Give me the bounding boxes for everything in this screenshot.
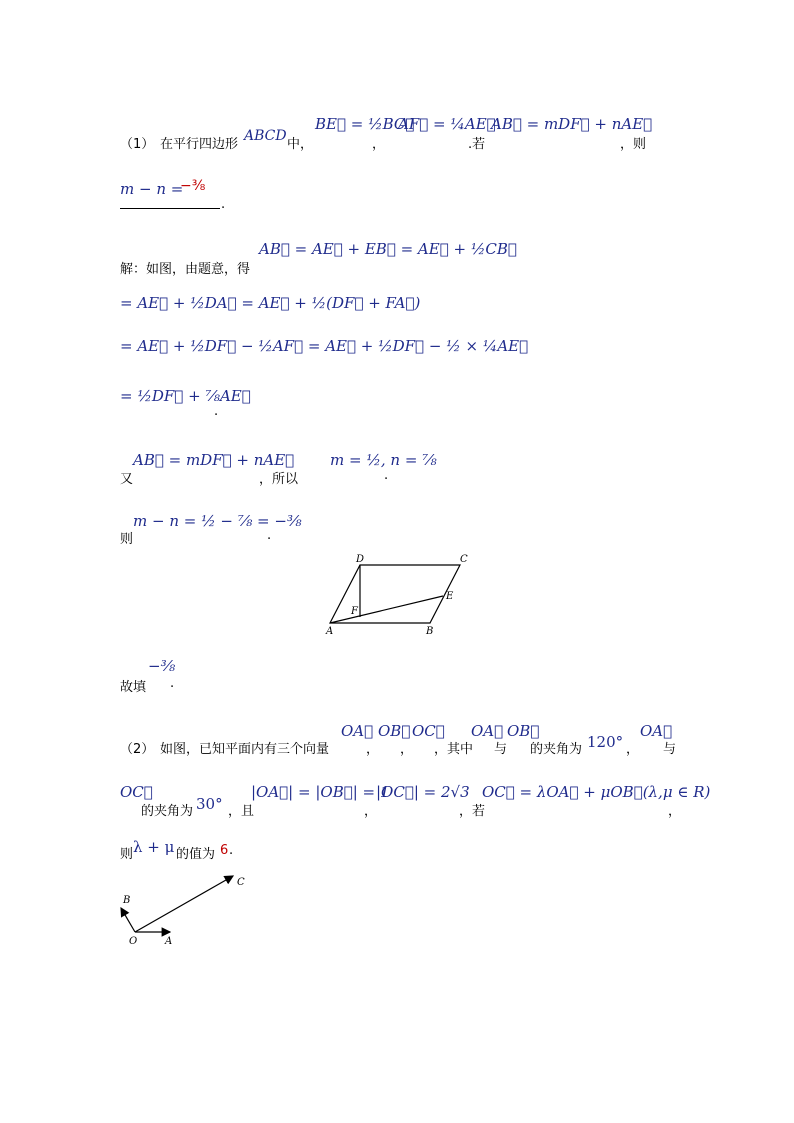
yu: 与	[494, 742, 508, 757]
vector-oc	[135, 876, 233, 932]
eq7-period: .	[267, 528, 272, 543]
suoyi: ，所以	[259, 472, 299, 487]
label-c: C	[460, 554, 468, 565]
fill-answer: −⅜	[148, 657, 176, 675]
fill-period: .	[170, 676, 175, 691]
label-e: E	[446, 591, 454, 602]
quad-name: ABCD	[244, 128, 287, 144]
vec-ob: OB⃗	[378, 722, 411, 740]
angle-120: 120°	[587, 733, 624, 751]
problem1-stem-b: 中，	[287, 137, 314, 152]
qie: ，且	[228, 804, 255, 819]
eq6-period: .	[384, 468, 389, 483]
ze3: 则	[120, 847, 134, 862]
norm-oc: |OC⃗| = 2√3	[376, 783, 470, 801]
comma: ，	[372, 137, 386, 152]
solution-eq1: AB⃗ = AE⃗ + EB⃗ = AE⃗ + ½CB⃗	[259, 240, 517, 258]
solution-eq3: = AE⃗ + ½DF⃗ − ½AF⃗ = AE⃗ + ½DF⃗ − ½ × ¼AE⃗	[120, 337, 529, 355]
solution-eq4: = ½DF⃗ + ⅞AE⃗	[120, 387, 251, 405]
eq4-period: .	[214, 404, 219, 419]
vec-oa2: OA⃗	[471, 722, 504, 740]
solution-eq6: m = ½, n = ⅞	[330, 451, 437, 469]
label-c2: C	[237, 877, 245, 888]
label-f: F	[351, 606, 358, 617]
problem2-stem: 如图，已知平面内有三个向量	[160, 742, 330, 757]
qizhong: ，其中	[434, 742, 474, 757]
parallelogram-figure	[320, 550, 480, 640]
p2-comma2: ，	[400, 742, 414, 757]
p2-comma3: ，	[626, 742, 640, 757]
vec-oa: OA⃗	[341, 722, 374, 740]
p2-comma4: ，	[364, 804, 378, 819]
ask-m-n: m − n =	[120, 180, 184, 198]
problem1-number: （1）	[120, 137, 155, 152]
label-d: D	[356, 554, 365, 565]
yu2: 与	[663, 742, 677, 757]
blank-period: .	[221, 197, 226, 212]
vec-oc: OC⃗	[412, 722, 445, 740]
dezhi: 的值为	[176, 847, 216, 862]
p2-comma1: ，	[366, 742, 380, 757]
cond-be: BE⃗ = ½BC⃗	[315, 115, 415, 133]
vec-oa3: OA⃗	[640, 722, 673, 740]
norm-eq: |OA⃗| = |OB⃗| = 1	[251, 783, 390, 801]
label-a: A	[326, 626, 334, 637]
ruo: .若	[468, 137, 486, 152]
vector-ob	[121, 908, 135, 932]
parallelogram-outline	[330, 565, 460, 623]
label-o: O	[129, 936, 138, 947]
solution-eq2: = AE⃗ + ½DA⃗ = AE⃗ + ½(DF⃗ + FA⃗)	[120, 294, 421, 312]
you: 又	[120, 472, 134, 487]
label-b: B	[426, 626, 434, 637]
answer1: −⅜	[180, 178, 206, 194]
ruo2: ，若	[459, 804, 486, 819]
answer-blank	[120, 208, 220, 209]
cond-af: AF⃗ = ¼AE⃗	[398, 115, 496, 133]
label-b2: B	[123, 895, 131, 906]
ze: ，则	[620, 137, 647, 152]
answer2: 6	[220, 843, 229, 858]
oc-decomp: OC⃗ = λOA⃗ + μOB⃗(λ,μ ∈ R)	[482, 783, 711, 801]
lambda-plus-mu: λ + μ	[133, 838, 175, 856]
solution-eq7: m − n = ½ − ⅞ = −⅜	[133, 512, 302, 530]
vec-ob2: OB⃗	[507, 722, 540, 740]
jiajiao: 的夹角为	[530, 742, 583, 757]
problem1-stem: 在平行四边形	[160, 137, 239, 152]
segment-ae	[330, 596, 443, 623]
guzhen: 故填	[120, 680, 147, 695]
ze2: 则	[120, 532, 134, 547]
label-a2: A	[165, 936, 173, 947]
jiajiao2: 的夹角为	[141, 804, 194, 819]
problem2-number: （2）	[120, 742, 155, 757]
solution-label: 解：如图，由题意，得	[120, 262, 251, 277]
vec-oc2: OC⃗	[120, 783, 153, 801]
cond-ab: AB⃗ = mDF⃗ + nAE⃗	[491, 115, 653, 133]
answer2-period: .	[229, 843, 234, 858]
p2-comma5: ，	[668, 804, 682, 819]
vectors-figure	[115, 870, 255, 950]
solution-eq5: AB⃗ = mDF⃗ + nAE⃗	[133, 451, 295, 469]
angle-30: 30°	[196, 795, 223, 813]
